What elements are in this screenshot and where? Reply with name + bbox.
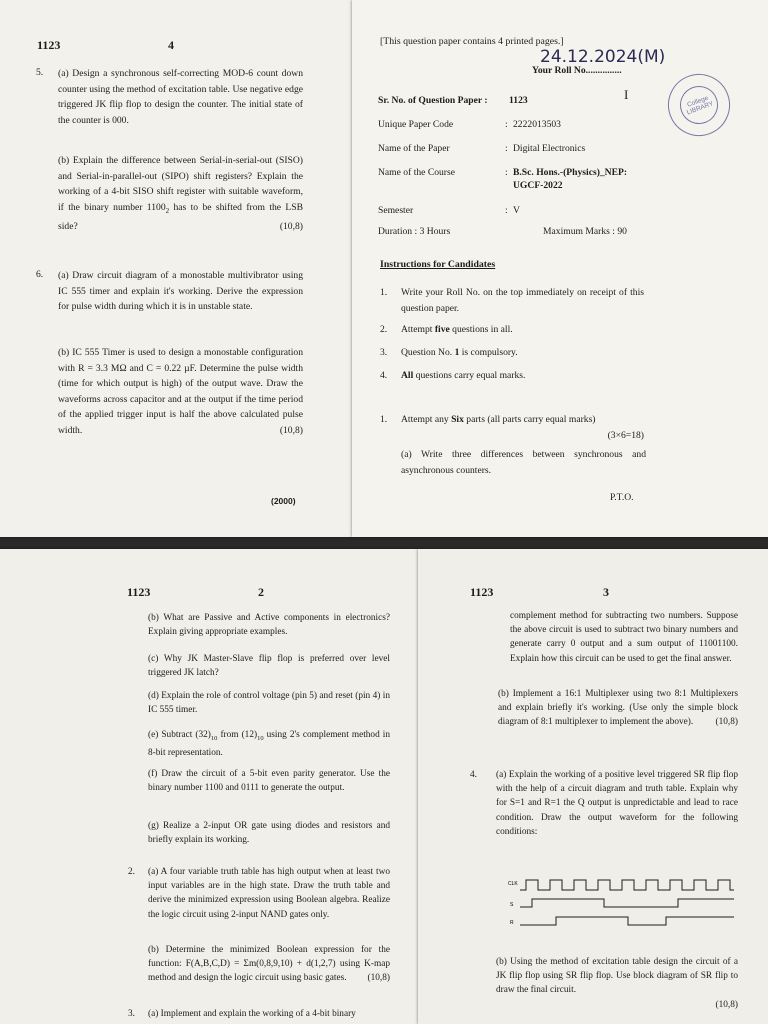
stamp-text: College LIBRARY [685,94,715,117]
instruction-4: All questions carry equal marks. [401,370,526,381]
detail-value: 2222013503 [513,119,561,130]
please-turn-over: P.T.O. [610,492,634,503]
clk-waveform [520,880,734,890]
wave-label-clk: CLK [508,881,518,887]
q1-part-e: (e) Subtract $(32)_{10}$ from $(12)_{10}$ using 2's complement method in 8-bit representation. [148,730,391,759]
page-number: 4 [168,38,174,52]
instruction-3: Question No. 1 is compulsory. [401,347,518,358]
q2-marks: (10,8) [367,973,390,984]
handwritten-date: 24.12.2024(M) [540,47,666,67]
page-number: 2 [258,585,264,599]
q3-part-b: (b) Implement a 16:1 Multiplexer using two 8:1 Multiplexers and explain briefly it's working. (Use only the simple block diagram of 8:1 multiplexer to implement the above). (10,8) [498,687,738,730]
paper-code: 1123 [127,585,151,599]
q2-part-a: (a) A four variable truth table has high output when at least two input variables are in the high state. Draw the truth table and derive the minimized expression using Boolean algebra. Realize the logic circuit using 2-input NAND gates only. [148,867,390,920]
q3a-continued: complement method for subtracting two numbers. Suppose the above circuit is used to subtract two binary numbers and generate carry 0 output and a sum output of 11001100. Explain how this circuit can be used to get the final answer. [510,611,738,664]
q1-part-b: (b) What are Passive and Active components in electronics? Explain giving appropriate examples. [148,613,390,638]
q6-part-b [58,345,303,439]
paper-code: 1123 [470,585,494,599]
q3-part-a: (a) Implement and explain the working of a 4-bit binary [148,1009,356,1019]
detail-value: Digital Electronics [513,143,586,154]
q5b-text-end: has to be shifted from the LSB side? [58,201,303,233]
q6b-text: (b) IC 555 Timer is used to design a monostable configuration with R = 3.3 MΩ and C = 0.22 µF. Determine the pulse width (time for which output is high) of the output wave. Draw the waveforms across capacitor and at the output if the time period of the applied trigger input is half the above calculated pulse width. [58,347,303,436]
detail-value: B.Sc. Hons.-(Physics)_NEP: [513,167,628,178]
q1-part-d: (d) Explain the role of control voltage (pin 5) and reset (pin 4) in IC 555 timer. [148,691,390,716]
question-number: 6. [36,269,44,280]
page-1: [This question paper contains 4 printed pages.] 24.12.2024(M) Your Roll No............... College LIBRARY I Sr. No. of Question Paper : 1123 Unique Paper Code : 2222013503 Name of the Paper : Digital Electronics Name of the Course : B.Sc. Hons.-(Physics)_NEP: UGCF-2022 Semester : V Duration : 3 Hours Maximum Marks : 90 Instructions for Candidates 1. Write your Roll No. on the top immediately on receipt of this question paper. 2. Attempt five questions in all. 3. Question No. 1 is compulsory. 4. All questions carry equal marks. 1. Attempt any Six parts (all parts carry equal marks) (3×6=18) (a) Write three differences between synchronous and asynchronous counters. P.T.O. [352,0,768,537]
q1-marks: (3×6=18) [607,429,644,441]
detail-key: Name of the Paper [378,143,450,154]
question-number: 2. [128,867,135,877]
detail-value-line2: UGCF-2022 [513,180,563,191]
instruction-number: 4. [380,370,388,381]
q5b-text: (b) Explain the difference between Serial-in-serial-out (SISO) and Serial-in-parallel-out (SIPO) shift registers? Explain the working of a 4-bit SISO shift register with suitable waveform, if the binary number 1100 [58,155,303,213]
instructions-title: Instructions for Candidates [380,259,496,270]
maximum-marks: Maximum Marks : 90 [543,226,627,237]
roll-number-label: Your Roll No............... [532,65,622,76]
question-number: 4. [470,770,477,780]
q4-part-a: (a) Explain the working of a positive level triggered SR flip flop with the help of a circuit diagram and truth table. Explain why for S=1 and R=1 the Q output is unpredictable and lead to race condition. Draw the output waveform for the following conditions: [496,770,738,837]
instruction-number: 2. [380,324,388,335]
instruction-2: Attempt five questions in all. [401,324,513,335]
q2-part-b: (b) Determine the minimized Boolean expression for the function: F(A,B,C,D) = Σm(0,8,9,10) + d(1,2,7) using K-map method and design the logic circuit using basic gates. (10,8) [148,943,390,986]
q5b-subscript: 2 [165,206,170,215]
r-waveform [520,917,734,925]
q6-marks: (10,8) [279,424,303,436]
q5-part-a: (a) Design a synchronous self-correcting MOD-6 count down counter using the method of excitation table. Use negative edge triggered JK flip flop to design the counter. The initial state of the counter is 000. [58,68,303,126]
q1-part-c: (c) Why JK Master-Slave flip flop is preferred over level triggered JK latch? [148,654,390,679]
page-count-header: [This question paper contains 4 printed pages.] [380,36,564,47]
s-waveform [520,899,734,907]
question-number: 3. [128,1009,135,1019]
detail-value: 1123 [509,95,528,106]
q5-part-b [58,153,303,235]
college-library-stamp [659,65,738,144]
instruction-number: 3. [380,347,388,358]
detail-key: Name of the Course [378,167,455,178]
q1-part-a: (a) Write three differences between synchronous and asynchronous counters. [401,449,646,476]
q3-marks: (10,8) [715,717,738,728]
detail-key: Unique Paper Code [378,119,454,130]
q5-marks: (10,8) [279,221,303,233]
detail-value: V [513,205,520,216]
detail-key: Semester [378,205,414,216]
question-number: 5. [36,67,44,78]
wave-label-s: S [510,902,514,908]
paper-code: 1123 [37,38,61,52]
stamp-number: I [624,87,629,102]
instruction-number: 1. [380,287,388,298]
page-4 [0,0,352,537]
duration: Duration : 3 Hours [378,226,451,237]
instruction-1: Write your Roll No. on the top immediately on receipt of this question paper. [401,287,644,314]
sr-waveform-figure [506,871,742,931]
page-number: 3 [603,585,609,599]
question-number: 1. [380,414,388,425]
q1-intro: Attempt any Six parts (all parts carry equal marks) (3×6=18) [401,412,644,443]
page-2 [0,549,418,1024]
print-count: (2000) [271,496,296,506]
q6-part-a: (a) Draw circuit diagram of a monostable multivibrator using IC 555 timer and explain it's working. Derive the expression for pulse width during which it is in unstable state. [58,270,303,313]
wave-label-r: R [510,920,514,926]
page-3 [418,549,768,1024]
q1-part-g: (g) Realize a 2-input OR gate using diodes and resistors and briefly explain its working. [148,821,390,846]
q4-part-b: (b) Using the method of excitation table design the circuit of a JK flip flop using SR flip flop. Use block diagram of SR flip to draw the final circuit. (10,8) [496,955,738,1012]
q1-part-f: (f) Draw the circuit of a 5-bit even parity generator. Use the binary number 1100 and 0111 to generate the output. [148,769,390,794]
q4-marks: (10,8) [715,999,738,1010]
detail-key: Sr. No. of Question Paper : [378,95,488,106]
